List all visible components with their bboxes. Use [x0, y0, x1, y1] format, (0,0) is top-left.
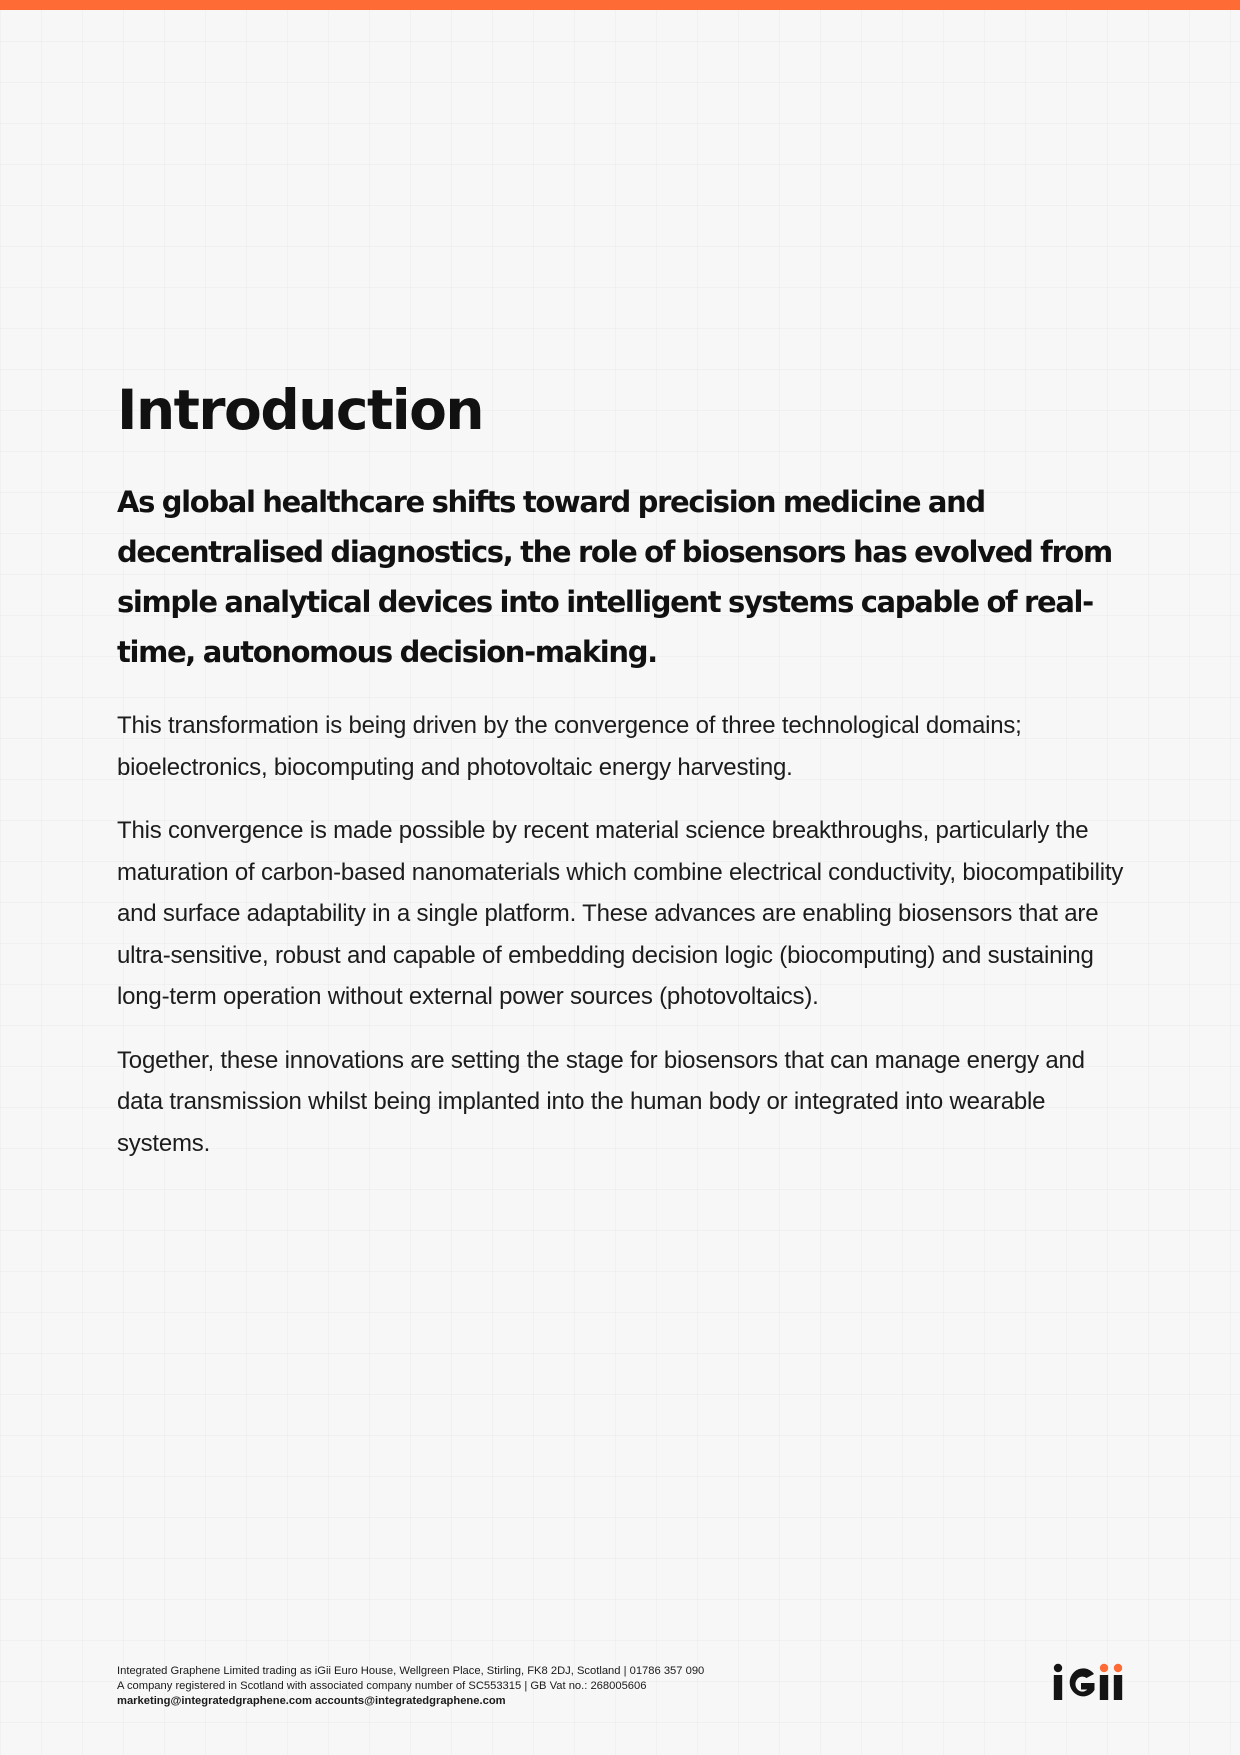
page-title: Introduction — [117, 378, 484, 442]
footer-emails: marketing@integratedgraphene.com accounts@integratedgraphene.com — [117, 1695, 506, 1707]
main-content — [117, 370, 1127, 1164]
footer-registration: A company registered in Scotland with associated company number of SC553315 | GB Vat no.: 268005606 — [117, 1680, 647, 1692]
footer-address: Integrated Graphene Limited trading as iGii Euro House, Wellgreen Place, Stirling, FK8 2DJ, Scotland | 01786 357 090 — [117, 1665, 705, 1677]
top-accent-bar — [0, 0, 1240, 10]
body-paragraph-1: This transformation is being driven by the convergence of three technological domains; bioelectronics, biocomputing and photovoltaic energy harvesting. — [117, 712, 1022, 781]
body-paragraph-3: Together, these innovations are setting the stage for biosensors that can manage energy and data transmission whilst being implanted into the human body or integrated into wearable systems. — [117, 1046, 1085, 1157]
lead-paragraph: As global healthcare shifts toward precision medicine and decentralised diagnostics, the role of biosensors has evolved from simple analytical devices into intelligent systems capable of real-time, autonomous decision-making. — [117, 485, 1112, 669]
footer — [117, 1664, 877, 1709]
igii-logo-icon — [1052, 1660, 1127, 1708]
body-paragraph-2: This convergence is made possible by recent material science breakthroughs, particularly the maturation of carbon-based nanomaterials which combine electrical conductivity, biocompatibility and surface adaptability in a single platform. These advances are enabling biosensors that are ultra-sensitive, robust and capable of embedding decision logic (biocomputing) and sustaining long-term operation without external power sources (photovoltaics). — [117, 817, 1124, 1010]
